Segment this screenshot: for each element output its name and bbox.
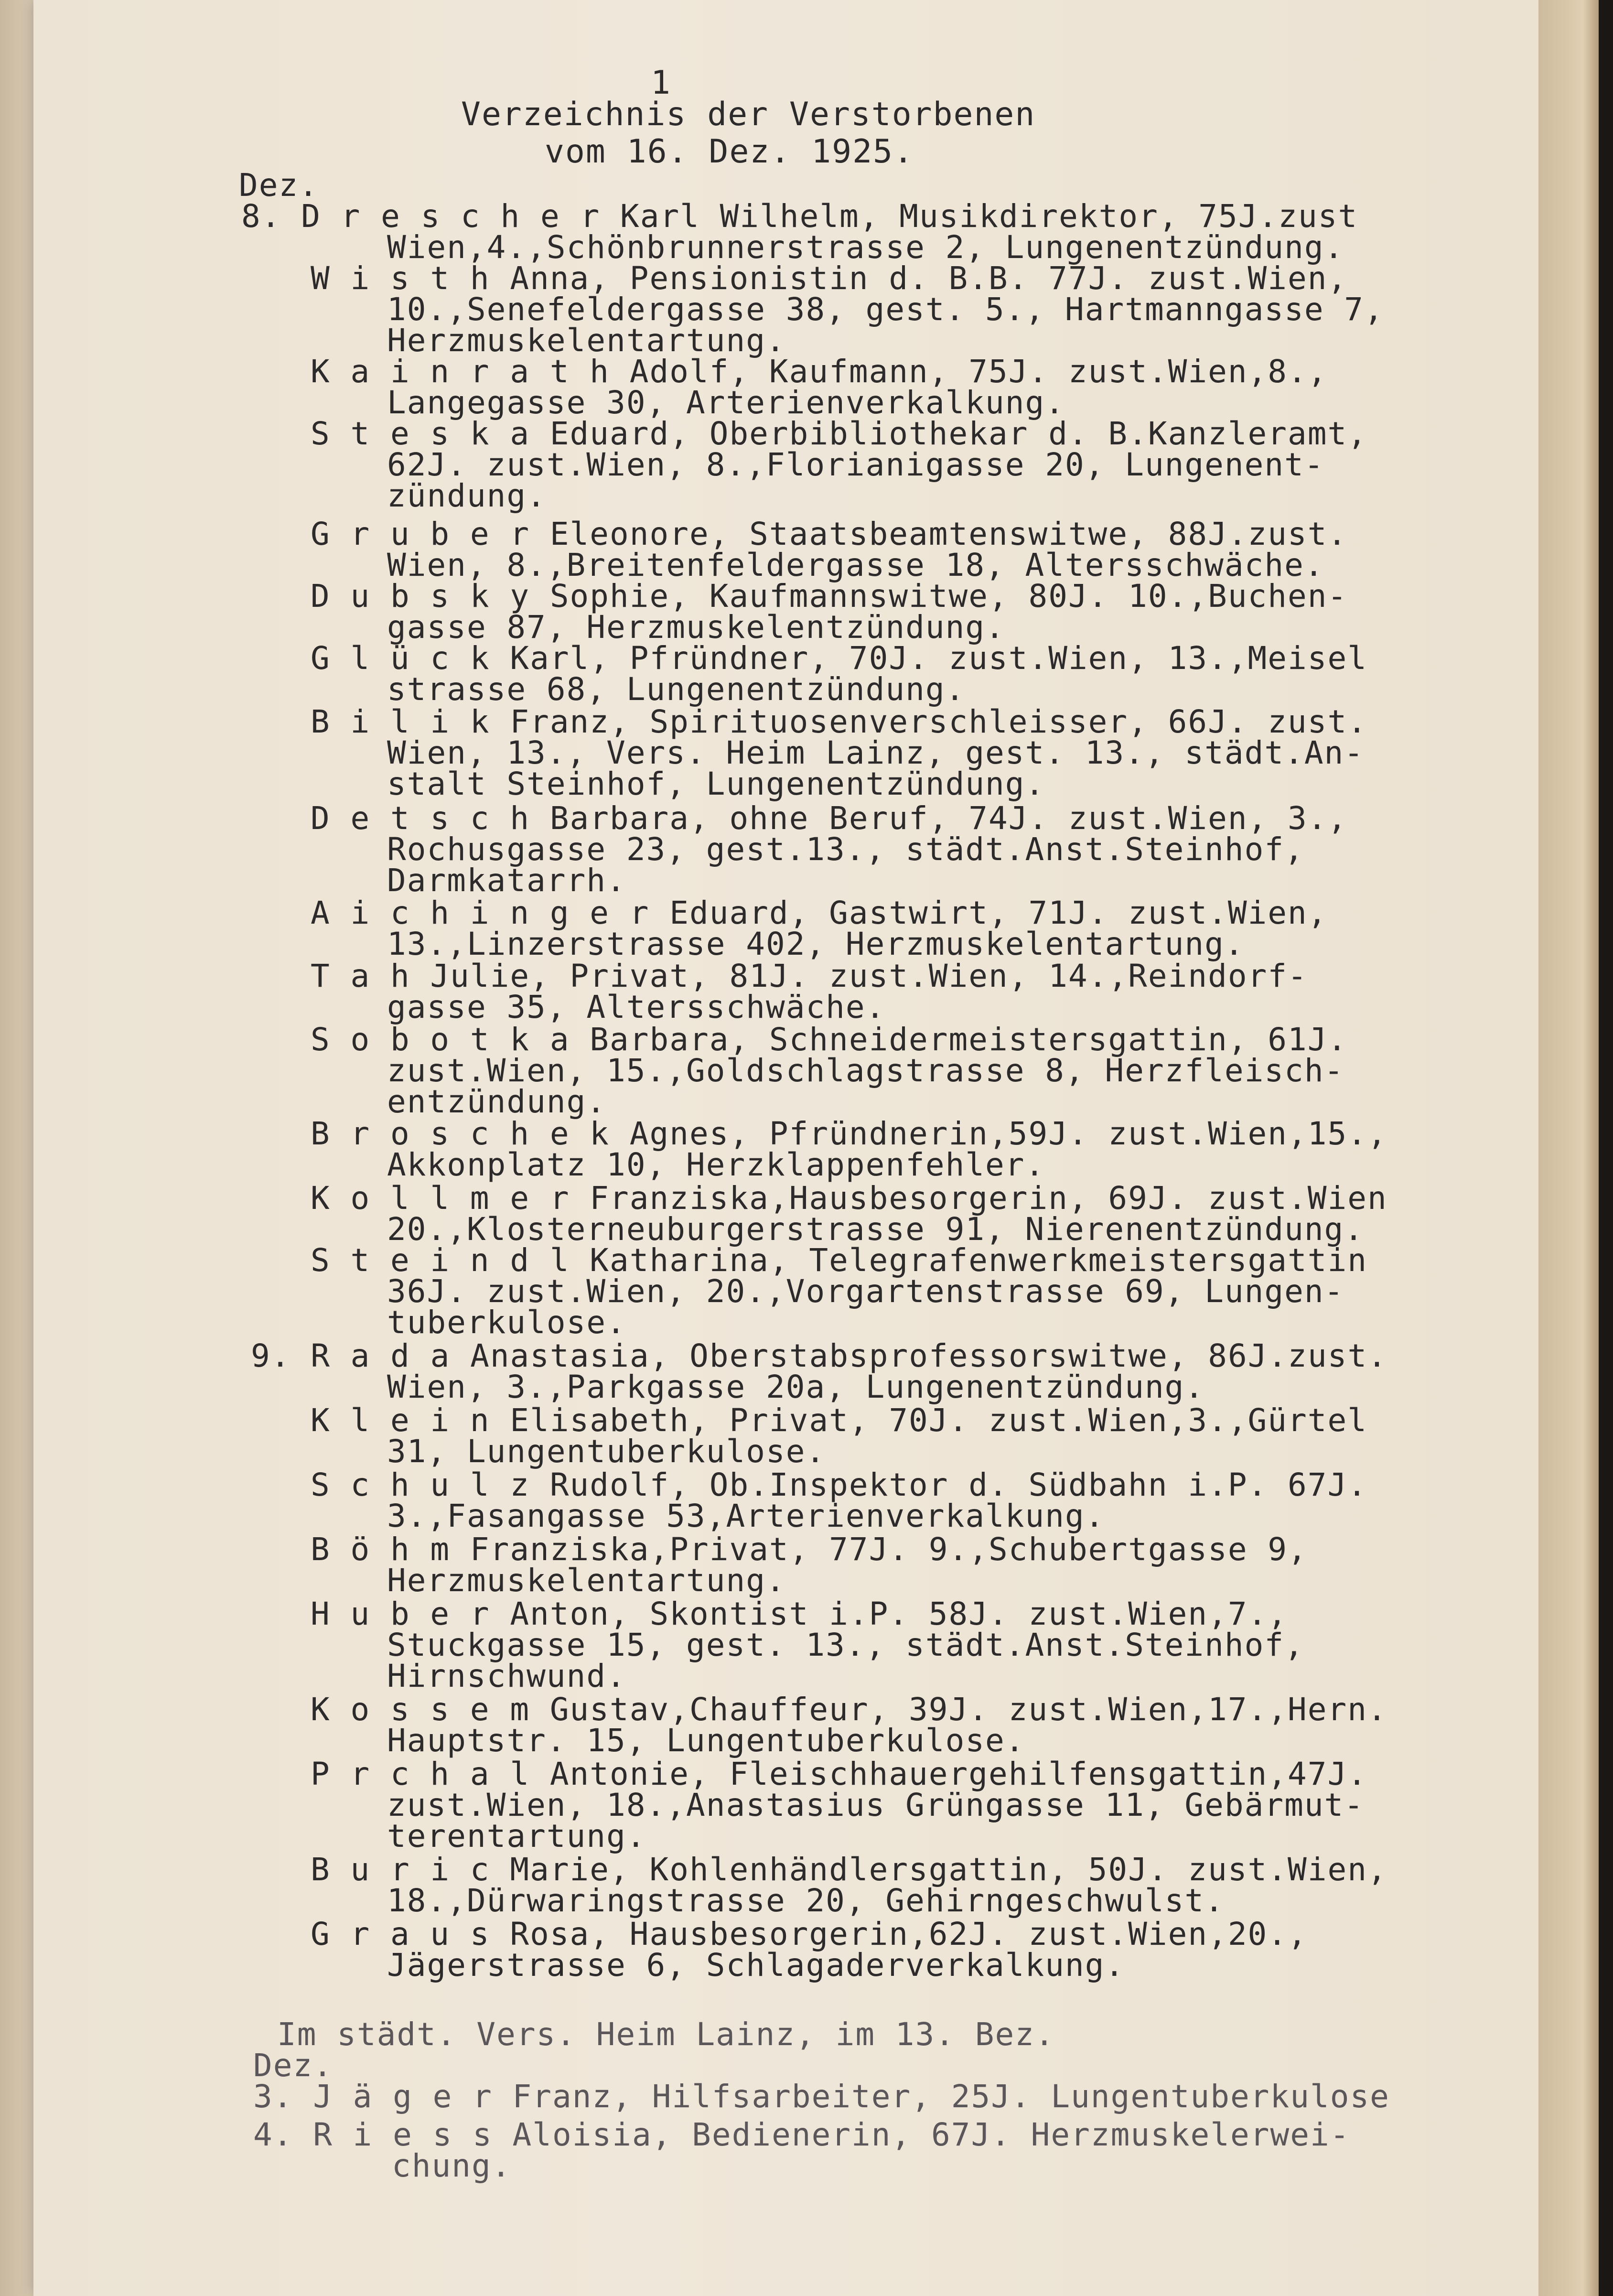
entry-line: Hauptstr. 15, Lungentuberkulose.	[387, 1722, 1025, 1759]
entry-line: gasse 35, Altersschwäche.	[387, 989, 886, 1025]
page-edge-shadow	[1599, 0, 1613, 2296]
page-title: Verzeichnis der Verstorbenen	[461, 96, 1036, 133]
entry-line: chung.	[392, 2147, 512, 2184]
entry-line: B r o s c h e k Agnes, Pfründnerin,59J. zust.Wien,15.,	[311, 1115, 1387, 1152]
entry-line: 20.,Klosterneuburgerstrasse 91, Nierenentzündung.	[387, 1211, 1365, 1248]
entry-line: 62J. zust.Wien, 8.,Florianigasse 20, Lungenent-	[387, 446, 1324, 483]
entry-line: 4. R i e s s Aloisia, Bedienerin, 67J. Herzmuskelerwei-	[253, 2116, 1350, 2153]
entry-line: B ö h m Franziska,Privat, 77J. 9.,Schubertgasse 9,	[311, 1531, 1308, 1568]
binding-strip	[0, 0, 35, 2296]
entry-line: 31, Lungentuberkulose.	[387, 1433, 826, 1470]
entry-line: 9. R a d a Anastasia, Oberstabsprofessorswitwe, 86J.zust.	[251, 1337, 1387, 1374]
entry-line: 8. D r e s c h e r Karl Wilhelm, Musikdirektor, 75J.zust	[241, 198, 1358, 235]
entry-line: S c h u l z Rudolf, Ob.Inspektor d. Südbahn i.P. 67J.	[311, 1466, 1367, 1503]
entry-line: Herzmuskelentartung.	[387, 322, 786, 359]
entry-line: Wien, 13., Vers. Heim Lainz, gest. 13., städt.An-	[387, 734, 1365, 771]
entry-line: entzündung.	[387, 1083, 607, 1120]
entry-line: Jägerstrasse 6, Schlagaderverkalkung.	[387, 1947, 1125, 1983]
entry-line: G l ü c k Karl, Pfründner, 70J. zust.Wien, 13.,Meisel	[311, 640, 1367, 677]
entry-line: tuberkulose.	[387, 1304, 626, 1341]
page-subtitle: vom 16. Dez. 1925.	[545, 133, 914, 171]
entry-line: Rochusgasse 23, gest.13., städt.Anst.Steinhof,	[387, 831, 1304, 868]
entry-line: Hirnschwund.	[387, 1658, 626, 1694]
entry-line: zust.Wien, 15.,Goldschlagstrasse 8, Herzfleisch-	[387, 1052, 1344, 1089]
entry-line: zust.Wien, 18.,Anastasius Grüngasse 11, Gebärmut-	[387, 1787, 1365, 1823]
entry-line: Akkonplatz 10, Herzklappenfehler.	[387, 1146, 1045, 1183]
page-number: 1	[651, 64, 671, 102]
entry-line: 18.,Dürwaringstrasse 20, Gehirngeschwulst.	[387, 1882, 1225, 1919]
entry-line: K l e i n Elisabeth, Privat, 70J. zust.Wien,3.,Gürtel	[311, 1402, 1367, 1439]
entry-line: D u b s k y Sophie, Kaufmannswitwe, 80J. 10.,Buchen-	[311, 578, 1348, 614]
entry-line: Langegasse 30, Arterienverkalkung.	[387, 384, 1065, 421]
entry-line: 10.,Senefeldergasse 38, gest. 5., Hartmanngasse 7,	[387, 291, 1384, 328]
entry-line: K a i n r a t h Adolf, Kaufmann, 75J. zust.Wien,8.,	[311, 353, 1328, 390]
entry-line: P r c h a l Antonie, Fleischhauergehilfensgattin,47J.	[311, 1756, 1367, 1792]
entry-line: 3. J ä g e r Franz, Hilfsarbeiter, 25J. Lungentuberkulose	[253, 2078, 1390, 2115]
entry-line: 13.,Linzerstrasse 402, Herzmuskelentartung.	[387, 926, 1245, 962]
entry-line: S o b o t k a Barbara, Schneidermeistersgattin, 61J.	[311, 1021, 1348, 1058]
entry-line: Darmkatarrh.	[387, 862, 626, 899]
entry-line: W i s t h Anna, Pensionistin d. B.B. 77J. zust.Wien,	[311, 260, 1348, 297]
entry-line: 3.,Fasangasse 53,Arterienverkalkung.	[387, 1498, 1105, 1534]
entry-line: Herzmuskelentartung.	[387, 1562, 786, 1599]
entry-line: B u r i c Marie, Kohlenhändlersgattin, 50J. zust.Wien,	[311, 1851, 1387, 1888]
entry-line: G r u b e r Eleonore, Staatsbeamtenswitwe, 88J.zust.	[311, 516, 1348, 552]
entry-line: Wien, 3.,Parkgasse 20a, Lungenentzündung.	[387, 1369, 1205, 1405]
entry-line: gasse 87, Herzmuskelentzündung.	[387, 609, 1005, 646]
entry-line: B i l i k Franz, Spirituosenverschleisser, 66J. zust.	[311, 703, 1367, 740]
entry-line: G r a u s Rosa, Hausbesorgerin,62J. zust.Wien,20.,	[311, 1916, 1308, 1952]
entry-line: S t e s k a Eduard, Oberbibliothekar d. B.Kanzleramt,	[311, 415, 1367, 452]
section-heading: Im städt. Vers. Heim Lainz, im 13. Bez.	[277, 2016, 1055, 2053]
entry-line: A i c h i n g e r Eduard, Gastwirt, 71J. zust.Wien,	[311, 895, 1328, 931]
entry-line: T a h Julie, Privat, 81J. zust.Wien, 14.,Reindorf-	[311, 958, 1308, 994]
entry-line: strasse 68, Lungenentzündung.	[387, 671, 966, 708]
entry-line: Wien, 8.,Breitenfeldergasse 18, Altersschwäche.	[387, 547, 1324, 583]
entry-line: terentartung.	[387, 1818, 646, 1854]
entry-line: D e t s c h Barbara, ohne Beruf, 74J. zust.Wien, 3.,	[311, 800, 1348, 837]
month-label: Dez.	[253, 2047, 333, 2084]
entry-line: K o s s e m Gustav,Chauffeur, 39J. zust.Wien,17.,Hern.	[311, 1691, 1387, 1728]
entry-line: zündung.	[387, 477, 547, 514]
entry-line: S t e i n d l Katharina, Telegrafenwerkmeistersgattin	[311, 1242, 1367, 1279]
entry-line: K o l l m e r Franziska,Hausbesorgerin, 69J. zust.Wien	[311, 1180, 1387, 1217]
entry-line: 36J. zust.Wien, 20.,Vorgartenstrasse 69, Lungen-	[387, 1273, 1344, 1310]
entry-line: stalt Steinhof, Lungenentzündung.	[387, 765, 1045, 802]
month-label: Dez.	[239, 167, 319, 204]
entry-line: Wien,4.,Schönbrunnerstrasse 2, Lungenentzündung.	[387, 229, 1344, 266]
entry-line: Stuckgasse 15, gest. 13., städt.Anst.Steinhof,	[387, 1627, 1304, 1663]
entry-line: H u b e r Anton, Skontist i.P. 58J. zust.Wien,7.,	[311, 1595, 1288, 1632]
